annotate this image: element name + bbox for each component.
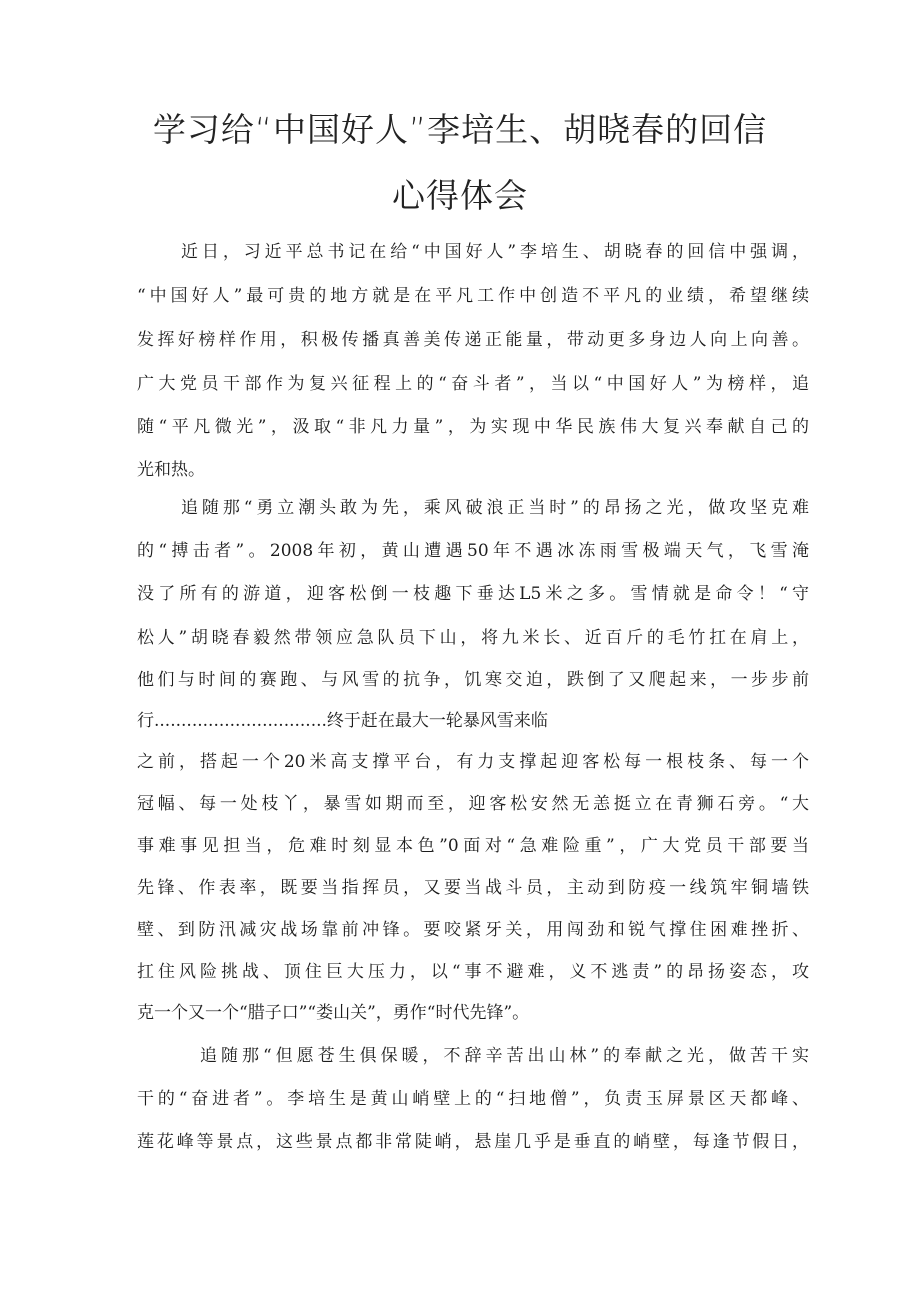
- paragraph-line: 莲花峰等景点，这些景点都非常陡峭，悬崖几乎是垂直的峭壁，每逢节假日，: [137, 1132, 809, 1152]
- paragraph-line: 追随那“勇立潮头敢为先，乘风破浪正当时”的昂扬之光，做攻坚克难: [181, 498, 809, 518]
- paragraph-line: 克一个又一个“腊子口”“娄山关”，勇作“时代先锋”。: [137, 1003, 530, 1023]
- paragraph-line: 事难事见担当，危难时刻显本色”0面对“急难险重”，广大党员干部要当: [137, 836, 809, 856]
- paragraph-line: 行................................终于赶在最大一轮暴风雪来临: [137, 711, 548, 731]
- paragraph-line: 发挥好榜样作用，积极传播真善美传递正能量，带动更多身边人向上向善。: [137, 330, 809, 350]
- paragraph-line: 近日，习近平总书记在给“中国好人”李培生、胡晓春的回信中强调，: [181, 242, 809, 262]
- paragraph-line: “中国好人”最可贵的地方就是在平凡工作中创造不平凡的业绩，希望继续: [137, 286, 809, 306]
- paragraph-line: 松人”胡晓春毅然带领应急队员下山，将九米长、近百斤的毛竹扛在肩上，: [137, 628, 809, 648]
- title-line-1: 学习给“中国好人”李培生、胡晓春的回信: [152, 110, 768, 149]
- paragraph-line: 光和热。: [137, 460, 205, 480]
- paragraph-line: 没了所有的游道，迎客松倒一枝趣下垂达L5米之多。雪情就是命令！“守: [137, 584, 809, 604]
- paragraph-line: 追随那“但愿苍生俱保暖，不辞辛苦出山林”的奉献之光，做苦干实: [200, 1046, 809, 1066]
- title-line-2: 心得体会: [392, 176, 528, 215]
- paragraph-line: 他们与时间的赛跑、与风雪的抗争，饥寒交迫，跌倒了又爬起来，一步步前: [137, 670, 809, 690]
- paragraph-line: 冠幅、每一处枝丫，暴雪如期而至，迎客松安然无恙挺立在青狮石旁。“大: [137, 794, 809, 814]
- paragraph-line: 扛住风险挑战、顶住巨大压力，以“事不避难，义不逃责”的昂扬姿态，攻: [137, 962, 809, 982]
- paragraph-line: 先锋、作表率，既要当指挥员，又要当战斗员，主动到防疫一线筑牢铜墙铁: [137, 878, 809, 898]
- paragraph-line: 壁、到防汛减灾战场靠前冲锋。要咬紧牙关，用闯劲和锐气撑住困难挫折、: [137, 920, 809, 940]
- paragraph-line: 随“平凡微光”，汲取“非凡力量”，为实现中华民族伟大复兴奉献自己的: [137, 417, 809, 437]
- paragraph-line: 广大党员干部作为复兴征程上的“奋斗者”，当以“中国好人”为榜样，追: [137, 374, 809, 394]
- paragraph-line: 的“搏击者”。2008年初，黄山遭遇50年不遇冰冻雨雪极端天气，飞雪淹: [137, 541, 809, 561]
- paragraph-line: 干的“奋进者”。李培生是黄山峭壁上的“扫地僧”，负责玉屏景区天都峰、: [137, 1089, 809, 1109]
- paragraph-line: 之前，搭起一个20米高支撑平台，有力支撑起迎客松每一根枝条、每一个: [137, 752, 809, 772]
